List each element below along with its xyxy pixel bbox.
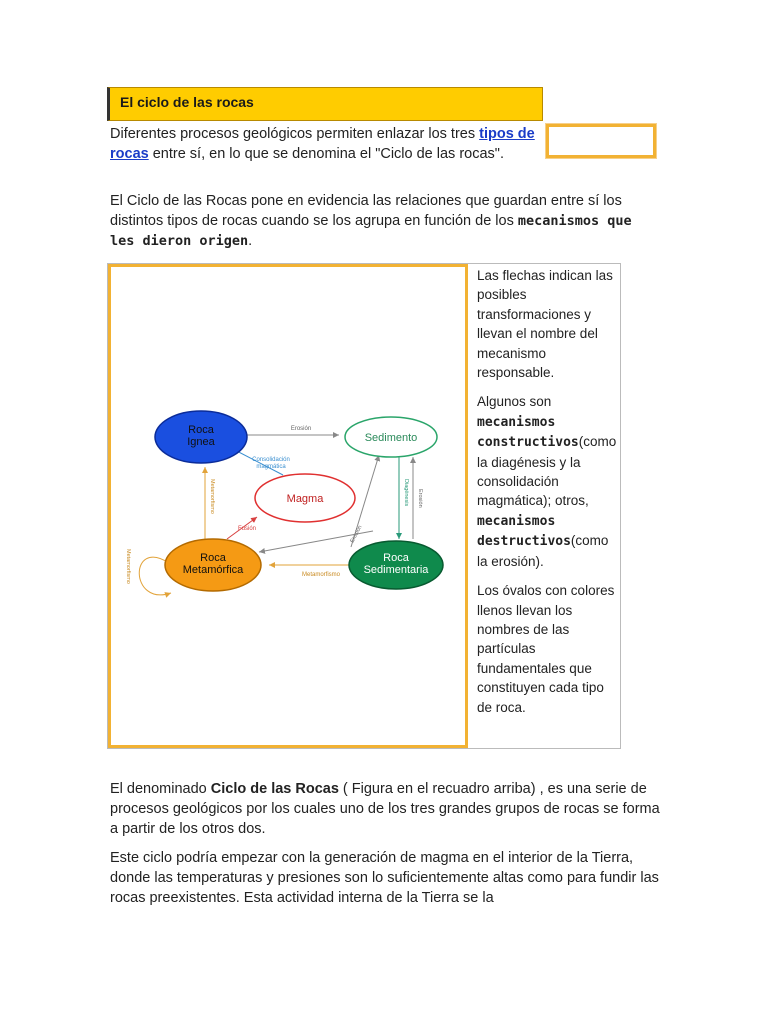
- roca-metamorfica-label-1: Roca: [200, 552, 226, 564]
- caption-arrows: Las flechas indican las posibles transformaciones y llevan el nombre del mecanismo responsable.: [477, 268, 613, 381]
- metamorfismo-loop-label: Metamorfismo: [125, 549, 131, 584]
- para2-text-pre: El Ciclo de las Rocas pone en evidencia las relaciones que guardan entre sí los distintos tipos de rocas cuando se los agrupa en función de los: [110, 193, 622, 229]
- roca-sedimentaria-label-2: Sedimentaria: [363, 564, 429, 576]
- consolidacion-label-1: Consolidación: [252, 457, 290, 463]
- roca-ignea-label-2: Ignea: [187, 436, 215, 448]
- para2-bold-text: mecanismos que les dieron origen: [110, 213, 632, 249]
- caption-mech-a: Algunos son: [477, 394, 552, 410]
- metamorfismo-bottom-label: Metamorfismo: [301, 572, 341, 578]
- intro-text-post: entre sí, en lo que se denomina el "Ciclo de las rocas".: [148, 146, 504, 162]
- intro-text-pre: Diferentes procesos geológicos permiten enlazar los tres: [110, 126, 480, 142]
- magma-label: Magma: [286, 493, 324, 505]
- figure-cell: [108, 264, 468, 748]
- roca-sedimentaria-label-1: Roca: [383, 552, 409, 564]
- cycle-description-paragraph: [110, 191, 660, 251]
- para3-text-post: ( Figura en el recuadro arriba) , es una serie de procesos geológicos por los cuales uno de los tres grandes grupos de rocas se forma a partir de los otros dos.: [110, 781, 660, 837]
- caption-mechanisms: [477, 392, 617, 571]
- intro-paragraph: [110, 124, 542, 164]
- cycle-definition-paragraph: [110, 779, 660, 839]
- metamorfismo-left-label: Metamorfismo: [209, 479, 215, 514]
- sedimento-label: Sedimento: [364, 432, 418, 444]
- figure-caption-column: [477, 266, 617, 727]
- caption-mech-e: (como la erosión).: [477, 533, 609, 569]
- orange-frame-box: [546, 124, 656, 158]
- diagenesis-label: Diagénesis: [403, 479, 409, 507]
- fusion-label: Fusión: [237, 526, 257, 532]
- caption-mech-constructive: mecanismos constructivos: [477, 414, 579, 451]
- caption-ovals: Los óvalos con colores llenos llevan los nombres de las partículas fundamentales que constituyen cada tipo de roca.: [477, 583, 615, 715]
- para2-text-post: .: [248, 233, 253, 249]
- para3-bold-text: Ciclo de las Rocas: [210, 781, 339, 797]
- erosion-diag-label: Erosión: [349, 524, 364, 544]
- roca-ignea-label-1: Roca: [188, 424, 214, 436]
- section-title-bar: [107, 87, 543, 121]
- roca-metamorfica-label-2: Metamórfica: [182, 564, 244, 576]
- caption-mech-destructive: mecanismos destructivos: [477, 513, 571, 550]
- tipos-de-rocas-link[interactable]: tipos de rocas: [110, 126, 535, 162]
- magma-generation-paragraph: Este ciclo podría empezar con la generación de magma en el interior de la Tierra, donde las temperaturas y presiones son lo suficientemente altas como para fundir las rocas preexistentes. Esta actividad interna de la Tierra se la: [110, 850, 659, 906]
- section-title: El ciclo de las rocas: [120, 94, 254, 110]
- caption-mech-c: (como la diagénesis y la consolidación magmática); otros,: [477, 434, 617, 509]
- para3-text-pre: El denominado: [110, 781, 211, 797]
- erosion-top-label: Erosión: [290, 426, 312, 432]
- consolidacion-label-2: magmática: [256, 464, 286, 470]
- rock-cycle-diagram: [111, 267, 465, 745]
- erosion-right-label: Erosión: [417, 489, 423, 508]
